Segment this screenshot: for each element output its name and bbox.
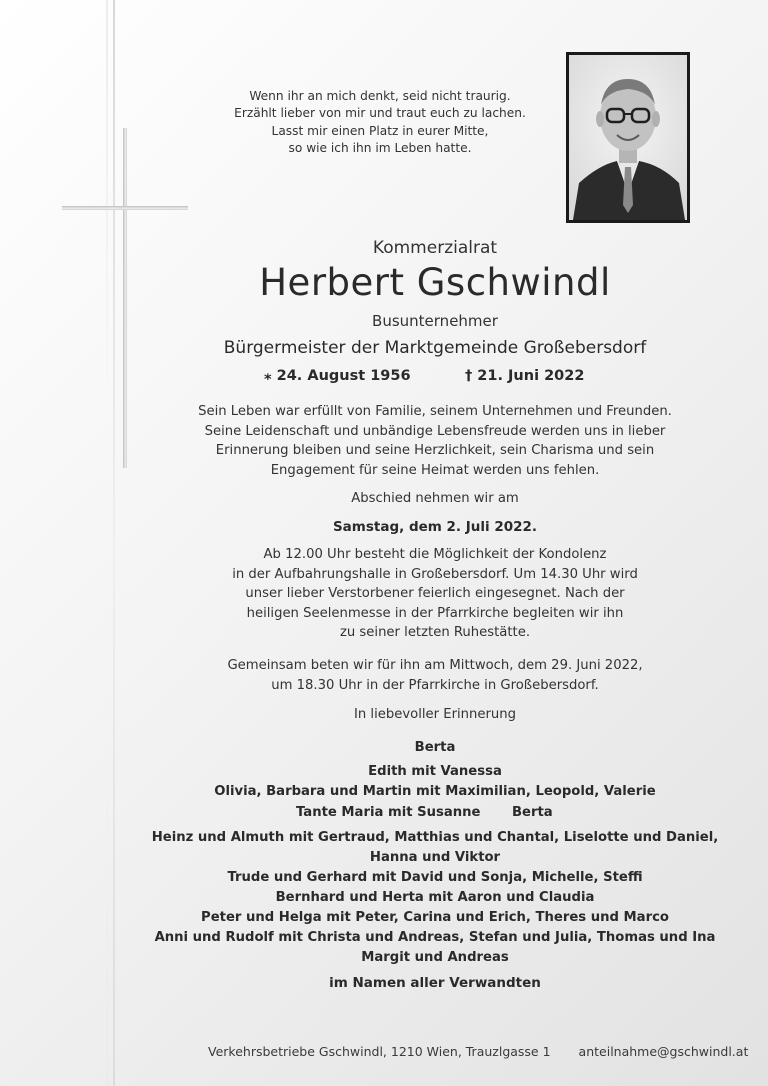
- death-date: † 21. Juni 2022: [465, 368, 585, 384]
- family-line: Anni und Rudolf mit Christa und Andreas, Stefan und Julia, Thomas und Ina: [154, 930, 716, 945]
- text-line: heiligen Seelenmesse in der Pfarrkirche begleiten wir ihn: [246, 605, 624, 621]
- family-group: [120, 762, 750, 802]
- text-line: Engagement für seine Heimat werden uns fehlen.: [270, 462, 600, 478]
- cross-icon-horizontal: [62, 206, 188, 210]
- quote-line: Erzählt lieber von mir und traut euch zu lachen.: [234, 106, 526, 121]
- office-title: Bürgermeister der Marktgemeinde Großebersdorf: [223, 338, 647, 358]
- text-line: zu seiner letzten Ruhestätte.: [339, 625, 531, 641]
- memorial-quote: [200, 88, 560, 157]
- text-line: Seine Leidenschaft und unbändige Lebensfreude werden uns in lieber: [204, 423, 666, 439]
- birth-date: ⁎ 24. August 1956: [264, 368, 411, 384]
- footer-email[interactable]: anteilnahme@gschwindl.at: [578, 1044, 749, 1059]
- decorative-bar: [113, 0, 115, 1086]
- text-line: um 18.30 Uhr in der Pfarrkirche in Großebersdorf.: [271, 677, 599, 693]
- family-line: Edith mit Vanessa: [368, 764, 502, 779]
- closing-line: im Namen aller Verwandten: [329, 975, 541, 991]
- family-line: Margit und Andreas: [361, 950, 509, 965]
- farewell-date: Samstag, dem 2. Juli 2022.: [332, 519, 538, 535]
- family-line: Trude und Gerhard mit David und Sonja, Michelle, Steffi: [227, 870, 643, 885]
- family-line: Heinz und Almuth mit Gertraud, Matthias und Chantal, Liselotte und Daniel,: [151, 830, 719, 845]
- farewell-intro: Abschied nehmen wir am: [351, 491, 519, 506]
- text-line: in der Aufbahrungshalle in Großebersdorf. Um 14.30 Uhr wird: [232, 566, 638, 582]
- quote-line: Wenn ihr an mich denkt, seid nicht traurig.: [249, 89, 511, 103]
- family-line: Bernhard und Herta mit Aaron und Claudia: [275, 890, 595, 905]
- portrait-photo: [566, 52, 690, 223]
- life-paragraph: [120, 402, 750, 480]
- footer: [208, 1044, 748, 1059]
- text-line: Ab 12.00 Uhr besteht die Möglichkeit der Kondolenz: [263, 547, 607, 562]
- ceremony-paragraph: [120, 545, 750, 643]
- quote-line: so wie ich ihn im Leben hatte.: [288, 140, 472, 155]
- prayer-paragraph: [120, 656, 750, 695]
- family-line: Peter und Helga mit Peter, Carina und Erich, Theres und Marco: [201, 910, 669, 925]
- text-line: Erinnerung bleiben und seine Herzlichkeit, sein Charisma und sein: [215, 443, 655, 459]
- footer-address: Verkehrsbetriebe Gschwindl, 1210 Wien, Trauzlgasse 1: [208, 1044, 551, 1059]
- deceased-name: Herbert Gschwindl: [259, 261, 611, 304]
- family-line: Hanna und Viktor: [369, 850, 501, 865]
- decorative-bar: [106, 0, 108, 1086]
- family-group: [120, 738, 750, 758]
- text-line: Sein Leben war erfüllt von Familie, seinem Unternehmen und Freunden.: [198, 404, 672, 419]
- quote-line: Lasst mir einen Platz in eurer Mitte,: [271, 123, 489, 138]
- text-line: unser lieber Verstorbener feierlich eingesegnet. Nach der: [245, 586, 625, 602]
- text-line: Gemeinsam beten wir für ihn am Mittwoch, dem 29. Juni 2022,: [227, 658, 643, 673]
- memory-line: In liebevoller Erinnerung: [353, 707, 517, 722]
- family-line: Olivia, Barbara und Martin mit Maximilian, Leopold, Valerie: [214, 784, 656, 799]
- honorary-title: Kommerzialrat: [372, 238, 498, 258]
- profession: Busunternehmer: [372, 312, 498, 330]
- family-group: [120, 828, 750, 968]
- family-pair-right: Berta: [512, 805, 553, 820]
- family-pair-left: Tante Maria mit Susanne: [296, 805, 481, 820]
- family-line: Berta: [414, 740, 456, 755]
